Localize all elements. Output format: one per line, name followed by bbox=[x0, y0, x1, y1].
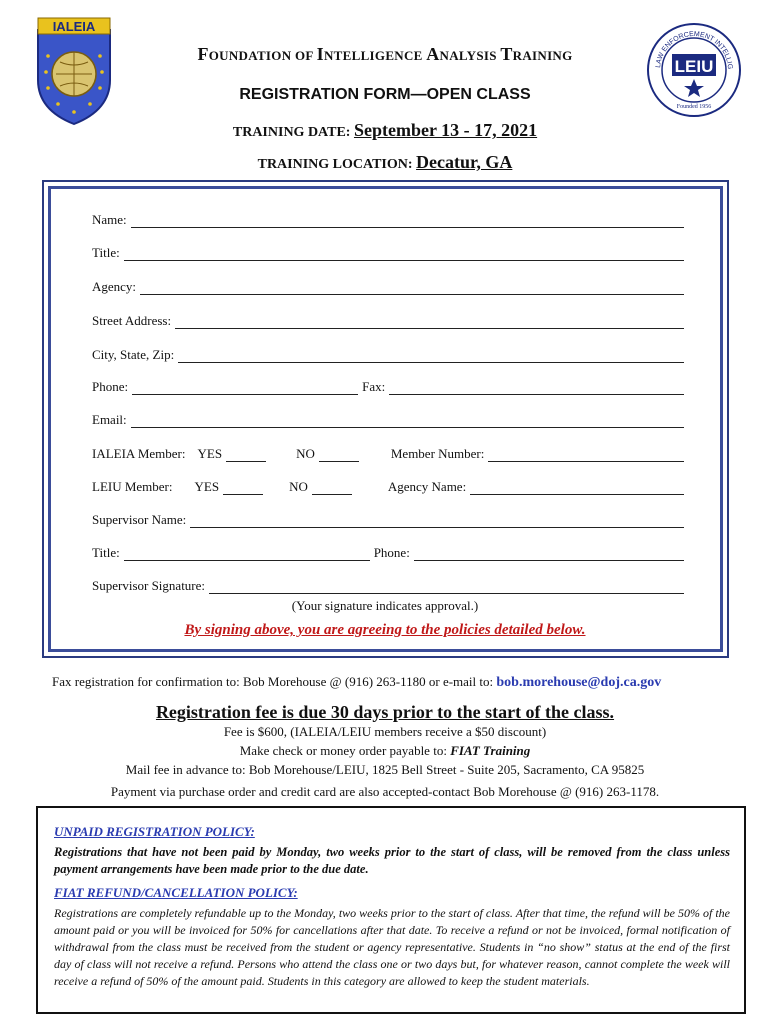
unpaid-policy-title: UNPAID REGISTRATION POLICY: bbox=[54, 824, 255, 839]
phone-fax-row[interactable]: Phone: Fax: bbox=[92, 377, 684, 395]
payment-options-line: Payment via purchase order and credit card are also accepted-contact Bob Morehouse @ (916) 263-1178. bbox=[110, 784, 660, 799]
leiu-seal-ring-text: LAW ENFORCEMENT INTELLIG bbox=[655, 30, 734, 70]
training-date: TRAINING DATE: September 13 - 17, 2021 bbox=[232, 120, 538, 140]
fax-registration-line: Fax registration for confirmation to: Bob Morehouse @ (916) 263-1180 or e-mail to: bob.morehouse@doj.ca.gov bbox=[52, 674, 662, 690]
form-subtitle: REGISTRATION FORM—OPEN CLASS bbox=[239, 86, 531, 103]
leiu-seal-text: LEIU bbox=[674, 57, 714, 76]
unpaid-policy-body: Registrations that have not been paid by Monday, two weeks prior to the start of class, will be removed from the class unless payment arrangements have been made prior to the due date. bbox=[54, 845, 730, 876]
ialeia-logo bbox=[32, 16, 116, 126]
name-field[interactable]: Name: bbox=[92, 210, 684, 228]
refund-policy-title: FIAT REFUND/CANCELLATION POLICY: bbox=[54, 885, 298, 900]
refund-policy-body: Registrations are completely refundable up to the Monday, two weeks prior to the start of class. After that time, the refund will be 50% of the amount paid or you will be invoiced for 50% for cancellations after that date. To receive a refund or not be invoiced, formal notification of withdrawal from the class must be received from the student or agency representative. Students in “no show” status at the end of the first day of class will not receive a refund. Persons who attend the class one or two days but, for whatever reason, cannot complete the week will receive a refund of 50% of the amount paid. Students in this category are allowed to keep the student materials. bbox=[54, 906, 730, 988]
fee-due-heading: Registration fee is due 30 days prior to the start of the class. bbox=[155, 702, 615, 722]
ialeia-logo-text: IALEIA bbox=[52, 19, 96, 34]
mail-fee-line: Mail fee in advance to: Bob Morehouse/LEIU, 1825 Bell Street - Suite 205, Sacramento, CA 95825 bbox=[125, 762, 645, 777]
leiu-member-row[interactable]: LEIU Member: YES NO Agency Name: bbox=[92, 477, 684, 495]
contact-email-link[interactable]: bob.morehouse@doj.ca.gov bbox=[496, 675, 662, 690]
agreement-statement: By signing above, you are agreeing to the policies detailed below. bbox=[184, 622, 586, 638]
street-address-field[interactable]: Street Address: bbox=[92, 311, 684, 329]
title-field[interactable]: Title: bbox=[92, 243, 684, 261]
policy-box bbox=[36, 806, 746, 1014]
supervisor-signature-field[interactable]: Supervisor Signature: bbox=[92, 576, 684, 594]
leiu-seal-founded: Founded 1956 bbox=[676, 104, 712, 110]
email-field[interactable]: Email: bbox=[92, 410, 684, 428]
supervisor-name-field[interactable]: Supervisor Name: bbox=[92, 510, 684, 528]
ialeia-member-row[interactable]: IALEIA Member: YES NO Member Number: bbox=[92, 444, 684, 462]
signature-note: (Your signature indicates approval.) bbox=[291, 598, 479, 613]
city-state-zip-field[interactable]: City, State, Zip: bbox=[92, 345, 684, 363]
payable-line: Make check or money order payable to: FIAT Training bbox=[239, 743, 531, 758]
training-location: TRAINING LOCATION: Decatur, GA bbox=[257, 152, 513, 172]
fee-amount-line: Fee is $600, (IALEIA/LEIU members receive a $50 discount) bbox=[223, 724, 547, 739]
page-title: FOUNDATION OF INTELLIGENCE ANALYSIS TRAINING bbox=[197, 44, 573, 64]
agency-field[interactable]: Agency: bbox=[92, 277, 684, 295]
supervisor-title-phone-row[interactable]: Title: Phone: bbox=[92, 543, 684, 561]
